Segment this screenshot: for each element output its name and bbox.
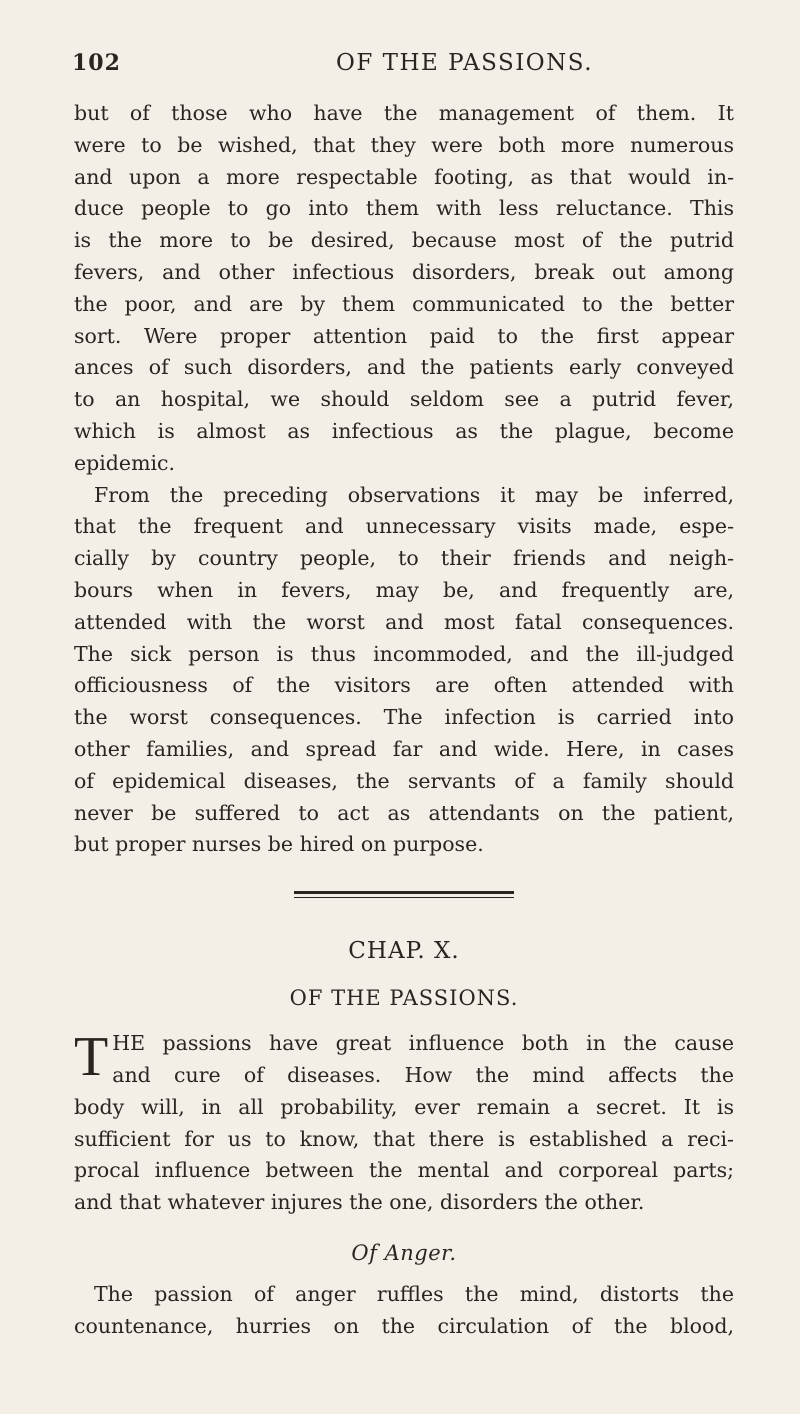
text-line: and upon a more respectable footing, as that would in- (74, 164, 734, 189)
text-line: ances of such disorders, and the patients early conveyed (74, 355, 734, 380)
text-line: cially by country people, to their friends and neigh- (74, 546, 734, 571)
text-line: which is almost as infectious as the plague, become (74, 418, 734, 443)
page-header (74, 50, 734, 88)
text-line: body will, in all probability, ever remain a secret. It is (74, 1094, 734, 1119)
chapter-title: OF THE PASSIONS. (289, 986, 519, 1011)
chapter-heading: CHAP. X. (348, 938, 460, 965)
text-line: and cure of diseases. How the mind affects the (112, 1062, 734, 1087)
text-line: fevers, and other infectious disorders, break out among (74, 259, 734, 284)
text-line: is the more to be desired, because most of the putrid (74, 228, 734, 253)
text-line (74, 1279, 734, 1311)
paragraph-hospitals (74, 98, 734, 480)
text-line (74, 480, 734, 512)
paragraph-passions-intro (74, 1028, 734, 1219)
drop-cap: T (74, 1026, 109, 1089)
text-line: countenance, hurries on the circulation of the blood, (74, 1313, 734, 1338)
text-line: sort. Were proper attention paid to the first appear (74, 323, 734, 348)
paragraph-visits (74, 480, 734, 862)
page-number: 102 (72, 50, 121, 76)
text-line: but proper nurses be hired on purpose. (74, 832, 484, 857)
text-line: but of those who have the management of them. It (74, 101, 734, 125)
text-line: that the frequent and unnecessary visits made, espe- (74, 514, 734, 539)
text-line: were to be wished, that they were both more numerous (74, 132, 734, 157)
text-line: epidemic. (74, 450, 176, 475)
text-line: HE passions have great influence both in the cause (112, 1031, 734, 1056)
section-divider (294, 891, 514, 898)
text-line-content: From the preceding observations it may be inferred, (94, 482, 734, 507)
text-line: other families, and spread far and wide. Here, in cases (74, 736, 734, 761)
divider-rule-thick (294, 891, 514, 894)
book-page (74, 50, 734, 1343)
text-line: the poor, and are by them communicated to the better (74, 291, 734, 316)
divider-rule-thin (294, 897, 514, 898)
text-line: sufficient for us to know, that there is established a reci- (74, 1126, 734, 1151)
text-line: and that whatever injures the one, disorders the other. (74, 1190, 645, 1215)
text-line: attended with the worst and most fatal consequences. (74, 609, 734, 634)
text-line: The sick person is thus incommoded, and the ill-judged (74, 641, 734, 666)
text-line: procal influence between the mental and corporeal parts; (74, 1158, 734, 1183)
text-line: the worst consequences. The infection is carried into (74, 705, 734, 730)
text-line: bours when in fevers, may be, and frequently are, (74, 577, 734, 602)
text-line-content: The passion of anger ruffles the mind, distorts the (94, 1281, 734, 1306)
section-subheading: Of Anger. (351, 1240, 457, 1265)
text-line: duce people to go into them with less reluctance. This (74, 196, 734, 221)
running-title: OF THE PASSIONS. (336, 50, 594, 76)
text-line: never be suffered to act as attendants on the patient, (74, 800, 734, 825)
text-line: of epidemical diseases, the servants of a family should (74, 768, 734, 793)
paragraph-anger (74, 1279, 734, 1343)
text-line: to an hospital, we should seldom see a putrid fever, (74, 387, 734, 412)
text-line: officiousness of the visitors are often attended with (74, 673, 734, 698)
